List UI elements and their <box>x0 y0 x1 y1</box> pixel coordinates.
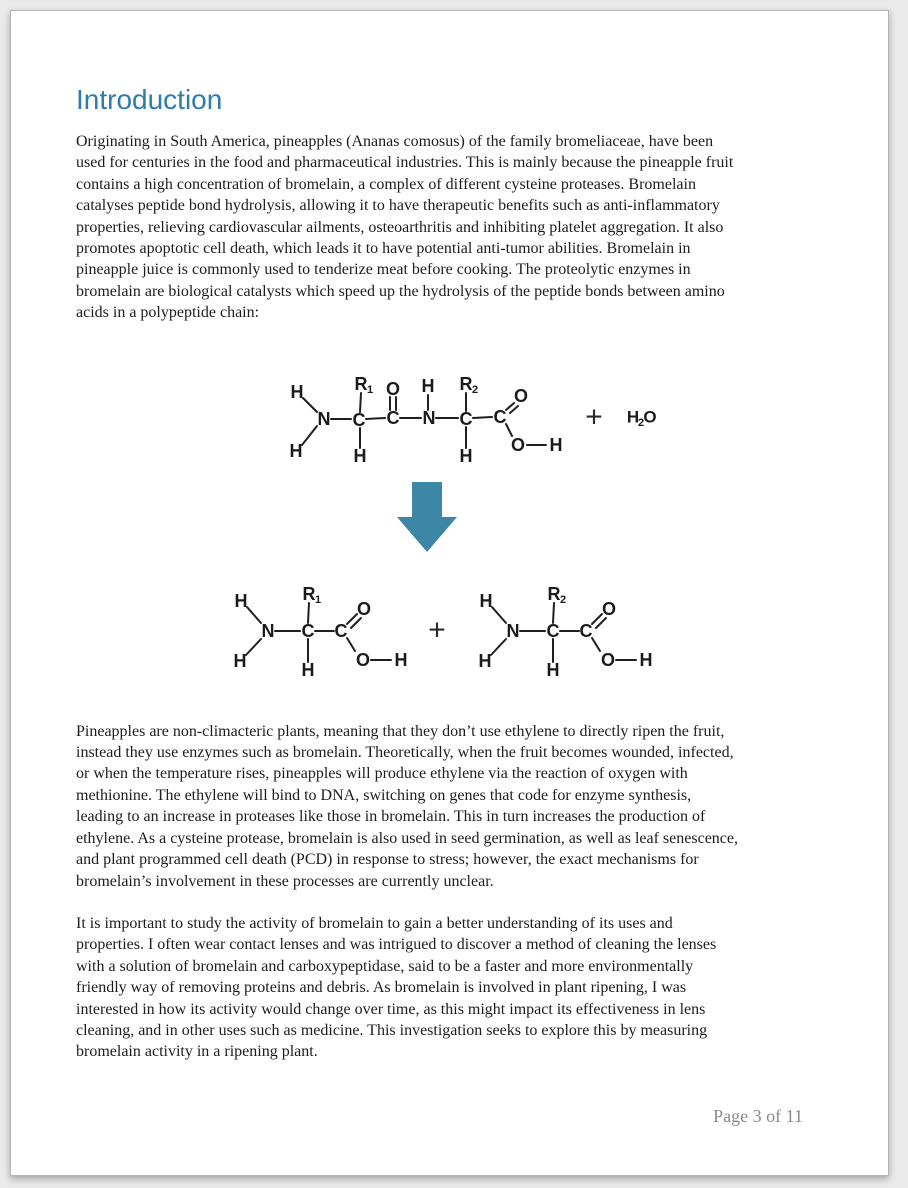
text-line: bromelain activity in a ripening plant. <box>76 1043 318 1061</box>
atom-O: O <box>385 378 401 399</box>
atom-C: C <box>301 620 315 641</box>
text-line: contains a high concentration of bromelain, a complex of different cysteine proteases. Bromelain <box>76 175 696 193</box>
atom-H: H <box>421 375 435 396</box>
atom-C: C <box>352 409 366 430</box>
atom-O: O <box>600 649 616 670</box>
atom-C: C <box>334 620 348 641</box>
subscript-1: 1 <box>366 383 374 396</box>
text-line: instead they use enzymes such as bromelain. Theoretically, when the fruit becomes wounded, infected, <box>76 744 734 762</box>
amino-acid-1-structure <box>234 584 408 680</box>
r-group-label: R <box>354 373 368 394</box>
atom-H: H <box>394 649 408 670</box>
text-line: properties, relieving cardiovascular ailments, osteoarthritis and inhibiting platelet aggregation. It also <box>76 218 724 236</box>
subscript-2: 2 <box>637 416 645 429</box>
text-line: Originating in South America, pineapples (Ananas comosus) of the family bromeliaceae, have been <box>76 133 714 150</box>
water-label <box>627 407 657 429</box>
text-line: bromelain are biological catalysts which speed up the hydrolysis of the peptide bonds between amino <box>76 282 725 300</box>
atom-N: N <box>506 620 520 641</box>
text-line: pineapple juice is commonly used to tenderize meat before cooking. The proteolytic enzymes in <box>76 261 691 279</box>
atom-H: H <box>353 445 367 466</box>
atom-N: N <box>261 620 275 641</box>
plus-sign: + <box>585 400 603 434</box>
reaction-figure <box>214 360 674 690</box>
atom-H: H <box>289 440 303 461</box>
atom-C: C <box>459 408 473 429</box>
atom-H: H <box>546 659 560 680</box>
text-line: methionine. The ethylene will bind to DNA, switching on genes that code for enzyme synthesis, <box>76 786 692 804</box>
subscript-2: 2 <box>559 593 567 606</box>
atom-O: O <box>601 598 617 619</box>
text-line: acids in a polypeptide chain: <box>76 304 260 322</box>
atom-H: H <box>234 590 248 611</box>
atom-O: O <box>643 407 657 427</box>
atom-C: C <box>579 620 593 641</box>
page-title: Introduction <box>76 84 223 115</box>
atom-N: N <box>422 407 436 428</box>
plus-sign: + <box>428 613 446 647</box>
text-line: or when the temperature rises, pineapples will produce ethylene via the reaction of oxygen with <box>76 765 688 783</box>
text-line: and plant programmed cell death (PCD) in response to stress; however, the exact mechanisms for <box>76 851 699 869</box>
atom-O: O <box>356 598 372 619</box>
text-line: cleaning, and in other uses such as medicine. This investigation seeks to explore this by measuring <box>76 1021 708 1039</box>
text-line: Pineapples are non-climacteric plants, meaning that they don’t use ethylene to directly ripen the fruit, <box>76 722 725 740</box>
atom-O: O <box>510 434 526 455</box>
text-line: interested in how its activity would change over time, as this might impact its effectiveness in lens <box>76 1000 706 1018</box>
atom-H: H <box>290 381 304 402</box>
down-arrow-icon <box>397 482 457 552</box>
document-page <box>10 10 889 1176</box>
text-line: promotes apoptotic cell death, which leads it to have potential anti-tumor abilities. Bromelain in <box>76 240 691 258</box>
subscript-1: 1 <box>314 593 322 606</box>
text-line: catalyses peptide bond hydrolysis, allowing it to have therapeutic benefits such as anti-inflammatory <box>76 197 720 215</box>
r-group-label: R <box>459 373 473 394</box>
intro-paragraph-1 <box>76 131 803 324</box>
atom-H: H <box>479 590 493 611</box>
intro-paragraph-2 <box>76 721 803 892</box>
atom-N: N <box>317 408 331 429</box>
atom-H: H <box>639 649 653 670</box>
atom-O: O <box>355 649 371 670</box>
atom-O: O <box>513 385 529 406</box>
intro-paragraph-3 <box>76 913 803 1063</box>
text-line: It is important to study the activity of bromelain to gain a better understanding of its uses and <box>76 914 673 932</box>
text-line: properties. I often wear contact lenses and was intrigued to discover a method of cleaning the lenses <box>76 936 717 954</box>
r-group-label: R <box>302 583 316 604</box>
r-group-label: R <box>547 583 561 604</box>
atom-H: H <box>626 407 640 427</box>
atom-H: H <box>549 434 563 455</box>
atom-C: C <box>546 620 560 641</box>
amino-acid-2-structure <box>479 584 653 680</box>
atom-H: H <box>233 650 247 671</box>
dipeptide-structure <box>290 374 563 466</box>
text-line: bromelain’s involvement in these processes are currently unclear. <box>76 872 494 890</box>
atom-H: H <box>301 659 315 680</box>
text-line: with a solution of bromelain and carboxypeptidase, said to be a faster and more environmentally <box>76 957 694 975</box>
subscript-2: 2 <box>471 383 479 396</box>
text-line: friendly way of removing proteins and debris. As bromelain is involved in plant ripening, I was <box>76 979 687 997</box>
atom-H: H <box>459 445 473 466</box>
page-number: Page 3 of 11 <box>713 1105 803 1126</box>
atom-C: C <box>386 407 400 428</box>
text-line: leading to an increase in proteases like those in bromelain. This in turn increases the production of <box>76 808 706 826</box>
text-line: ethylene. As a cysteine protease, bromelain is also used in seed germination, as well as leaf senescence, <box>76 829 738 847</box>
text-line: used for centuries in the food and pharmaceutical industries. This is mainly because the pineapple fruit <box>76 154 734 172</box>
atom-C: C <box>493 406 507 427</box>
atom-H: H <box>478 650 492 671</box>
